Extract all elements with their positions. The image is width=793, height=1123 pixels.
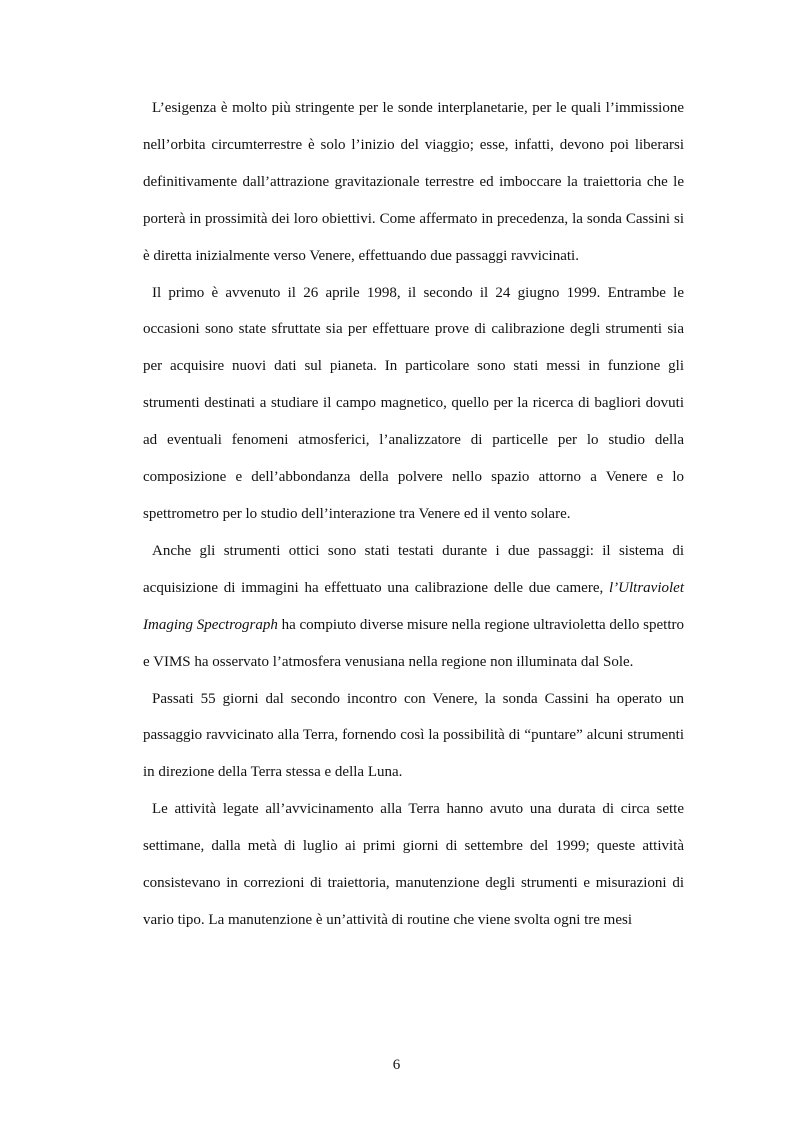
paragraph-optical-instruments-start: Anche gli strumenti ottici sono stati testati durante i due passaggi: il sistema di acquisizione di immagini ha effettuato una calibrazione delle due camere, bbox=[143, 542, 684, 596]
page-body bbox=[143, 90, 684, 939]
paragraph-earth-flyby: Passati 55 giorni dal secondo incontro con Venere, la sonda Cassini ha operato un passaggio ravvicinato alla Terra, fornendo così la possibilità di “puntare” alcuni strumenti in direzione della Terra stessa e della Luna. bbox=[143, 690, 684, 781]
uvis-instrument-name: l’Ultraviolet Imaging Spectrograph bbox=[143, 579, 684, 633]
page-number: 6 bbox=[392, 1057, 401, 1073]
paragraph-interplanetary-probes: L’esigenza è molto più stringente per le sonde interplanetarie, per le quali l’immissione nell’orbita circumterrestre è solo l’inizio del viaggio; esse, infatti, devono poi liberarsi definitivamente dall’attrazione gravitazionale terrestre ed imboccare la traiettoria che le porterà in prossimità dei loro obiettivi. Come affermato in precedenza, la sonda Cassini si è diretta inizialmente verso Venere, effettuando due passaggi ravvicinati. bbox=[143, 100, 684, 264]
paragraph-optical-instruments bbox=[143, 533, 684, 681]
paragraph-venus-flybys: Il primo è avvenuto il 26 aprile 1998, il secondo il 24 giugno 1999. Entrambe le occasioni sono state sfruttate sia per effettuare prove di calibrazione degli strumenti sia per acquisire nuovi dati sul pianeta. In particolare sono stati messi in funzione gli strumenti destinati a studiare il campo magnetico, quello per la ricerca di bagliori dovuti ad eventuali fenomeni atmosferici, l’analizzatore di particelle per lo studio della composizione e dell’abbondanza della polvere nello spazio attorno a Venere e lo spettrometro per lo studio dell’interazione tra Venere ed il vento solare. bbox=[143, 284, 684, 522]
paragraph-optical-instruments-end: ha compiuto diverse misure nella regione ultravioletta dello spettro e VIMS ha osservato l’atmosfera venusiana nella regione non illuminata dal Sole. bbox=[143, 616, 684, 670]
paragraph-earth-activities: Le attività legate all’avvicinamento alla Terra hanno avuto una durata di circa sette settimane, dalla metà di luglio ai primi giorni di settembre del 1999; queste attività consistevano in correzioni di traiettoria, manutenzione degli strumenti e misurazioni di vario tipo. La manutenzione è un’attività di routine che viene svolta ogni tre mesi bbox=[143, 801, 684, 928]
